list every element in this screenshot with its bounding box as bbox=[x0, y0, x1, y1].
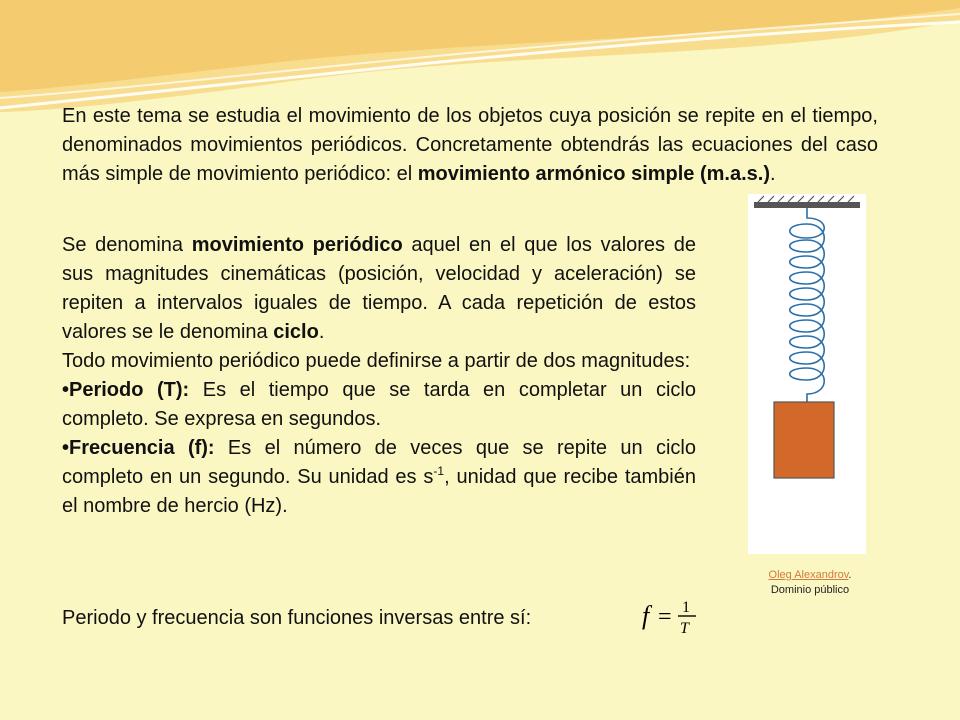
frequency-formula bbox=[640, 596, 700, 636]
formula-denominator: T bbox=[680, 620, 689, 636]
main-text-block bbox=[62, 231, 696, 521]
mass-block bbox=[774, 402, 834, 478]
definition-mid: aquel en el que los valores de sus magnitudes cinemáticas (posición, velocidad y aceleración) se repiten a intervalos iguales de tiempo. A cada repetición de estos valores se le denomina bbox=[62, 234, 696, 343]
periodo-item bbox=[62, 376, 696, 434]
frecuencia-text: Es el número de veces que se repite un ciclo completo en un segundo. Su unidad es s bbox=[62, 437, 696, 488]
intro-text: En este tema se estudia el movimiento de los objetos cuya posición se repite en el tiempo, denominados movimientos periódicos. Concretamente obtendrás las ecuaciones del caso más simple de movimiento periódico: el bbox=[62, 105, 878, 185]
inverse-text: Periodo y frecuencia son funciones inversas entre sí: bbox=[62, 607, 532, 629]
intro-bold-term: movimiento armónico simple (m.a.s.) bbox=[417, 163, 771, 185]
ceiling-bar bbox=[754, 202, 860, 208]
periodo-text: Es el tiempo que se tarda en completar un ciclo completo. Se expresa en segundos. bbox=[62, 379, 696, 430]
frecuencia-item bbox=[62, 434, 696, 521]
intro-paragraph bbox=[62, 102, 878, 189]
ceiling-hatch bbox=[758, 196, 854, 202]
credit-dot: . bbox=[848, 569, 852, 581]
credit-license: Dominio público bbox=[770, 584, 850, 596]
image-credit bbox=[740, 568, 880, 598]
definition-bold-term: movimiento periódico bbox=[191, 234, 403, 256]
credit-author-link[interactable]: Oleg Alexandrov bbox=[768, 569, 849, 581]
spring-mass-illustration bbox=[748, 194, 866, 554]
definition-paragraph bbox=[62, 231, 696, 347]
intro-end: . bbox=[770, 163, 776, 185]
periodo-label: •Periodo (T): bbox=[62, 379, 190, 401]
definition-pre: Se denomina bbox=[62, 234, 192, 256]
magnitudes-intro: Todo movimiento periódico puede definirse a partir de dos magnitudes: bbox=[62, 350, 691, 372]
definition-bold-ciclo: ciclo bbox=[273, 321, 319, 343]
frecuencia-label: •Frecuencia (f): bbox=[62, 437, 215, 459]
formula-lhs: f bbox=[642, 601, 650, 630]
spring-mass-figure bbox=[748, 194, 866, 554]
definition-end: . bbox=[318, 321, 325, 343]
frecuencia-exponent: -1 bbox=[433, 464, 445, 478]
spring-coil bbox=[790, 208, 825, 402]
formula-equals: = bbox=[658, 604, 672, 630]
frecuencia-text-2: , unidad que recibe también el nombre de hercio (Hz). bbox=[62, 466, 696, 517]
formula-numerator: 1 bbox=[682, 599, 690, 616]
